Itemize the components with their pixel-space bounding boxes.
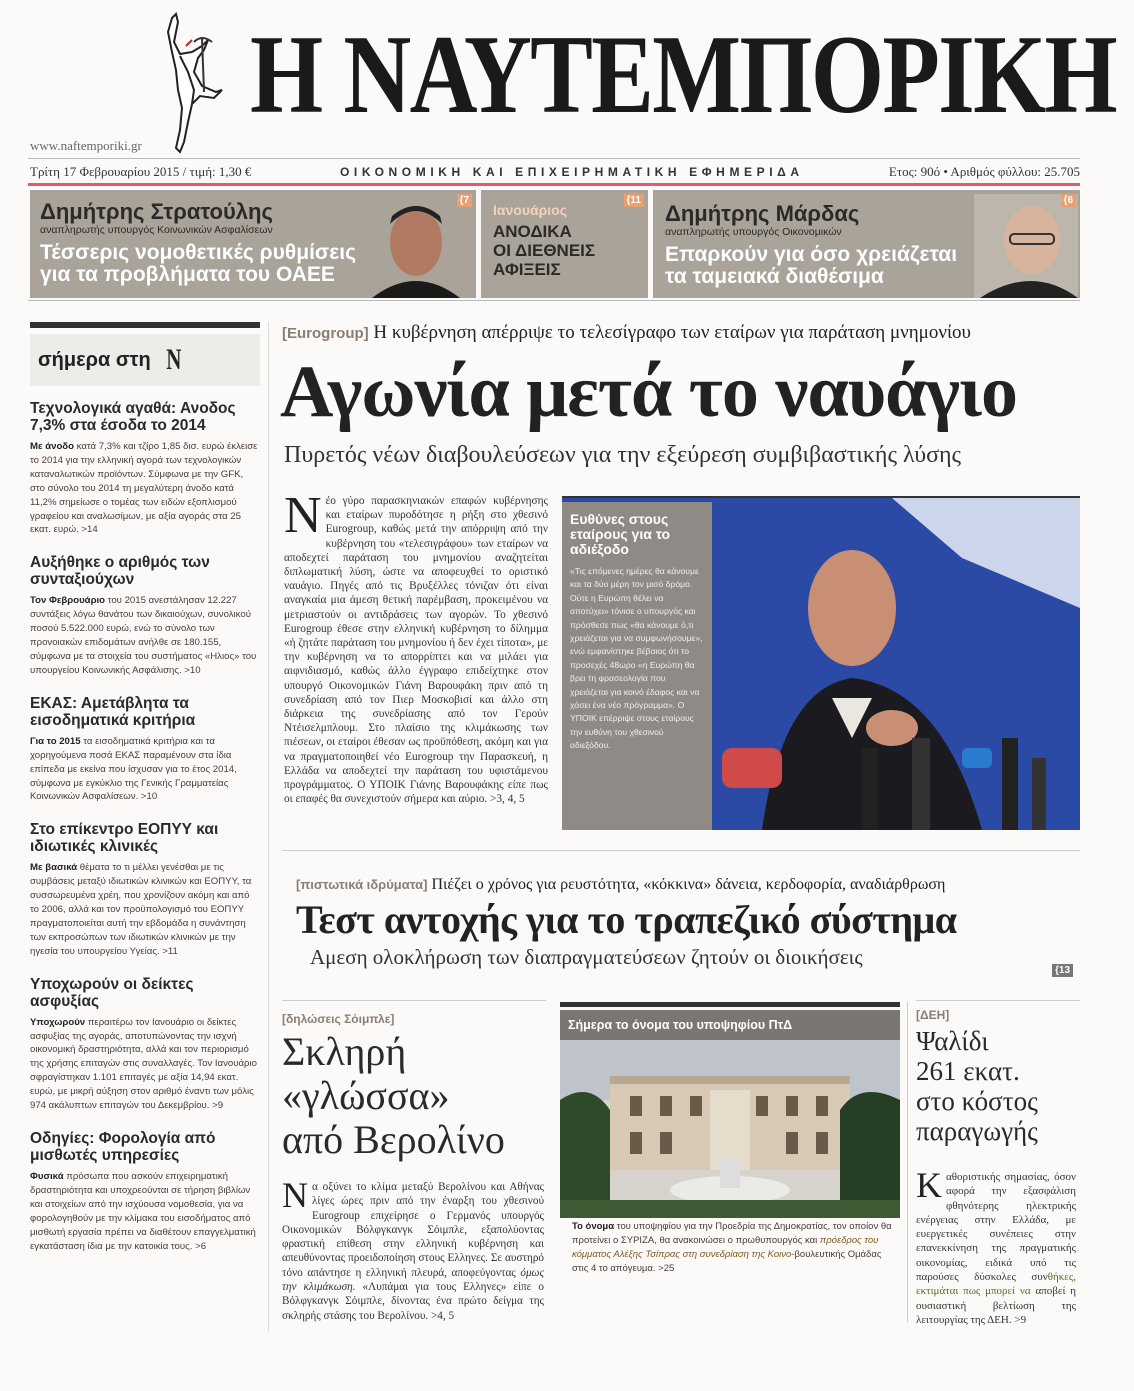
headline-line: 261 εκατ. <box>916 1056 1020 1086</box>
dei-body <box>916 1165 1076 1327</box>
page-reference[interactable]: {6 <box>1061 194 1076 207</box>
column-divider <box>907 1002 908 1322</box>
teaser-headline-line: ΟΙ ΔΙΕΘΝΕΙΣ <box>493 241 596 260</box>
dateline: Τρίτη 17 Φεβρουαρίου 2015 / τιμή: 1,30 € <box>30 164 252 179</box>
brief-item[interactable] <box>30 554 260 677</box>
headline-line: από Βερολίνο <box>282 1117 505 1162</box>
teaser-kicker: Ιανουάριος <box>493 202 567 218</box>
teaser-name: Δημήτρης Στρατούλης <box>40 199 273 224</box>
brief-text: θέματα το τι μέλλει γενέσθαι με τις συμβάσεις μεταξύ ιδιωτικών κλινικών και ΕΟΠΥΥ, τα συσσωρευμένα χρέη, που χρονίζουν ακόμη και από το 2006, αλλά και τον προϋπολογισμό του ΕΟΠΥΥ πραγματοποιείται αυτή την εβδομάδα η συνάντηση των εκπροσώπων των ιδιωτικών κλινικών με την ηγεσία του υπουργείου Υγείας. >11 <box>30 862 252 957</box>
lead-overline: Η κυβέρνηση απέρριψε το τελεσίγραφο των εταίρων για παράταση μνημονίου <box>368 322 971 343</box>
lead-body-text: έο γύρο παρασκηνιακών επαφών κυβέρνησης και εταίρων πυροδότησε η ρήξη στο χθεσινό Eurogroup, καθώς μετά την απόρριψη από την κυβέρνηση του «τελεσιγράφου» των εταίρων να αποδεχτεί παράταση του μνημονίου αναζητείται διπλωματική λύση, ώστε να αποφευχθεί το οριστικό ναυάγιο. Πηγές από τις Βρυξέλλες τόνιζαν ότι είναι αναγκαία μια άμεση θετική παρέμβαση, προκειμένου να μετριαστούν οι αντιδράσεις των αγορών. Το χθεσινό Eurogroup έθεσε στην ελληνική κυβέρνηση το δίλημμα «ή ζητάτε παράταση του μνημονίου ή δεν έχει τίποτα», με την κυβέρνηση να το απορρίπτει και να μιλάει για αιφνιδιασμό, καθώς άλλο έγγραφο επιδείχτηκε στον υπουργό Οικονομικών Γιάνη Βαρουφάκη πριν από τη συνεδρίαση από τον Πιερ Μοσκοβισί και άλλο στη διάρκεια της συνεδρίασης από τον Γερούν Ντέισελμπλουμ. Στο πλαίσιο της κλιμάκωσης των πιέσεων, οι εταίροι έθεσαν ως προϋπόθεση, ακόμη και για να πραγματοποιηθεί νέο Eurogroup την Παρασκευή, η Ελλάδα να αποδεχτεί την παράταση του υφιστάμενου προγράμματος. Ο ΥΠΟΙΚ Γιάνης Βαρουφάκης είπε πως οι επαφές θα συνεχιστούν σήμερα και αύριο. >3, 4, 5 <box>284 495 548 806</box>
page-reference[interactable]: {7 <box>457 194 472 207</box>
presidential-mansion-photo <box>560 1040 900 1218</box>
today-logo-letter: Ν <box>165 343 182 376</box>
divider <box>28 158 1080 159</box>
divider <box>282 850 1080 851</box>
sidebar-title: Ευθύνες στους εταίρους για το αδιέξοδο <box>570 511 671 557</box>
brief-title: Τεχνολογικά αγαθά: Ανοδος 7,3% στα έσοδα το 2014 <box>30 400 236 434</box>
brief-body <box>30 861 260 958</box>
schaeuble-kicker[interactable]: [δηλώσεις Σόιμπλε] <box>282 1012 395 1026</box>
teaser-mardas[interactable] <box>653 190 1080 298</box>
caption-lead: Το όνομα <box>572 1221 615 1232</box>
headline-line: Σκληρή <box>282 1029 407 1074</box>
schaeuble-body <box>282 1175 544 1323</box>
brief-text: περαιτέρω τον Ιανουάριο οι δείκτες ασφυξίας της αγοράς, αποτυπώνοντας την ισχνή οικονομική δραστηριότητα, αλλά και τον περιορισμό της χρήσης επιταγών στις συναλλαγές. Τον Ιανουάριο σφραγίστηκαν 1.101 επιταγές με αξία 14,94 εκατ. ευρώ, με μικρή αύξηση στον αριθμό έναντι των μόλις 974 ακάλυπτων επιταγών του Δεκεμβρίου. >9 <box>30 1016 257 1112</box>
masthead-title: Η ΝΑΥΤΕΜΠΟΡΙΚΗ <box>250 13 1117 137</box>
issue-number: Ετος: 90ό • Αριθμός φύλλου: 25.705 <box>888 164 1080 179</box>
schaeuble-headline[interactable] <box>282 1030 505 1162</box>
section-bar <box>560 1002 900 1007</box>
brief-lead: Φυσικά <box>30 1171 64 1182</box>
dei-headline[interactable] <box>916 1026 1038 1146</box>
section-bar <box>30 322 260 328</box>
brief-lead: Για το 2015 <box>30 735 81 747</box>
body-highlight: θήκες, εκτιμάται πως μπορεί να <box>916 1271 1076 1298</box>
teaser-headline-line: για τα προβλήματα του ΟΑΕΕ <box>40 263 335 286</box>
lead-photo <box>562 498 1080 830</box>
page-reference[interactable]: {11 <box>624 194 644 207</box>
caption-text: του υποψηφίου για την Προεδρία της Δημοκρατίας, τον οποίον θα προτείνει ο ΣΥΡΙΖΑ, θα ανακοινώσει ο πρωθυπουργός και <box>572 1221 892 1246</box>
lead-headline[interactable]: Αγωνία μετά το ναυάγιο <box>280 351 1018 433</box>
teaser-headline-line: Επαρκούν για όσο χρειάζεται <box>665 243 958 266</box>
brief-body <box>30 1016 260 1113</box>
divider <box>28 300 1080 301</box>
sidebar-body: «Τις επόμενες ημέρες θα κάνουμε και τα δύο μέρη τον μισό δρόμο. Ούτε η Ευρώπη θέλει να αποτύχει» τόνισε ο υπουργός και πρόσθεσε πως «θα κάνουμε ό,τι χρειάζεται για να συμφωνήσουμε», ενώ εμφανίστηκε βέβαιος ότι το προσεχές 48ωρο «η Ευρώπη θα βρει τη φρασεολογία που χρειάζεται για κοινό έδαφος και να χάσει ένα νέο πρόγραμμα». Ο ΥΠΟΙΚ επέρριψε στους εταίρους την ευθύνη του χθεσινού αδιεξόδου. <box>570 566 703 751</box>
brief-text: κατά 7,3% και τζίρο 1,85 δισ. ευρώ έκλεισε το 2014 για την ελληνική αγορά των τεχνολογικών καταναλωτικών προϊόντων. Σύμφωνα με την GFK, στο σύνολο του 2014 τη μεγαλύτερη άνοδο κατά 11,2% σημείωσε ο τομέας των ειδών εξοπλισμού γραφείου και αναλωσίμων, με αξία αγοράς στα 25 εκατ. ευρώ. >14 <box>30 441 258 536</box>
teaser-role: αναπληρωτής υπουργός Οικονομικών <box>665 226 842 238</box>
tagline: ΟΙΚΟΝΟΜΙΚΗ ΚΑΙ ΕΠΙΧΕΙΡΗΜΑΤΙΚΗ ΕΦΗΜΕΡΙΔΑ <box>340 165 804 179</box>
body-text: αποβεί η ουσιαστική βελτίωση της λειτουργίας της ΔΕΗ. >9 <box>916 1285 1076 1326</box>
dropcap: Κ <box>916 1165 942 1205</box>
brief-item[interactable] <box>30 695 260 805</box>
president-caption <box>572 1220 892 1276</box>
brief-item[interactable] <box>30 976 260 1113</box>
body-text: αθοριστικής σημασίας, όσον αφορά την εξασφάλιση φθηνότερης ηλεκτρικής ενέργειας στην Ελλάδα, με ευεργετικές συνέπειες στην επανεκκίνηση της πραγματικής οικονομίας, ειδικά υπό τις παρούσες δύσκολες συν <box>916 1171 1076 1284</box>
headline-line: «γλώσσα» <box>282 1073 450 1118</box>
brief-title: Στο επίκεντρο ΕΟΠΥΥ και ιδιωτικές κλινικές <box>30 821 219 856</box>
president-header[interactable]: Σήμερα το όνομα του υποψηφίου ΠτΔ <box>560 1010 900 1040</box>
teaser-name: Δημήτρης Μάρδας <box>665 201 860 226</box>
caption-italic: πρόεδρος του κόμματος Αλέξης Τσίπρας στη συνεδρίαση της Κοινο- <box>572 1235 879 1260</box>
teaser-role: αναπληρωτής υπουργός Κοινωνικών Ασφαλίσεων <box>40 224 273 236</box>
brief-title: Οδηγίες: Φορολογία από μισθωτές υπηρεσίες <box>30 1130 216 1164</box>
teaser-arrivals[interactable] <box>481 190 648 298</box>
banks-subtitle: Αμεση ολοκλήρωση των διαπραγματεύσεων ζητούν οι διοικήσεις <box>310 945 863 969</box>
headline-line: Ψαλίδι <box>916 1026 989 1056</box>
brief-title: Υποχωρούν οι δείκτες ασφυξίας <box>30 975 194 1010</box>
quote-sidebar <box>562 502 712 830</box>
headline-line: παραγωγής <box>916 1116 1038 1146</box>
column-divider <box>268 322 269 1332</box>
brief-body <box>30 594 260 677</box>
brief-body <box>30 440 260 537</box>
hermes-figure-icon <box>158 12 228 154</box>
teaser-headline <box>493 222 595 279</box>
body-italic: όμως την κλιμάκωση. <box>282 1266 544 1294</box>
brief-title: Αυξήθηκε ο αριθμός των συνταξιούχων <box>30 554 210 589</box>
brief-lead: Υποχωρούν <box>30 1016 86 1028</box>
banks-kicker-line <box>296 876 945 894</box>
teaser-headline-line: τα ταμειακά διαθέσιμα <box>665 265 884 288</box>
brief-title: ΕΚΑΣ: Αμετάβλητα τα εισοδηματικά κριτήρια <box>30 694 196 729</box>
portrait-photo <box>362 194 466 298</box>
brief-item[interactable] <box>30 821 260 958</box>
teaser-headline-line: Τέσσερις νομοθετικές ρυθμίσεις <box>40 241 357 264</box>
portrait-photo <box>974 194 1078 298</box>
teaser-headline <box>40 242 356 286</box>
caption-text: βουλευτικής Ομάδας στις 4 το απόγευμα. >25 <box>572 1249 882 1274</box>
divider <box>282 1000 546 1001</box>
brief-lead: Τον Φεβρουάριο <box>30 595 106 607</box>
banks-headline[interactable]: Τεστ αντοχής για το τραπεζικό σύστημα <box>296 897 957 942</box>
brief-body <box>30 1170 260 1253</box>
today-column <box>30 322 260 1270</box>
brief-text: τα εισοδηματικά κριτήρια και τα χορηγούμενα ποσά ΕΚΑΣ παραμένουν στα ίδια επίπεδα με εκείνα που ίσχυσαν για το έτος 2014, σύμφωνα με εγκύκλιο της Γενικής Γραμματείας Κοινωνικών Ασφαλίσεων. >10 <box>30 735 237 803</box>
today-header <box>30 334 260 386</box>
dei-kicker[interactable]: [ΔΕΗ] <box>916 1008 950 1022</box>
brief-item[interactable] <box>30 1130 260 1253</box>
lead-kicker[interactable]: [Eurogroup] <box>282 325 369 342</box>
lead-body <box>284 487 548 806</box>
dropcap: Ν <box>284 487 322 544</box>
banks-overline: Πιέζει ο χρόνος για ρευστότητα, «κόκκινα» δάνεια, κερδοφορία, αναδιάρθρωση <box>427 876 946 893</box>
body-text: «Λυπάμαι για τους Ελληνες» είπε ο Βόλφγκανγκ Σόιμπλε, δίνοντας ένα πρώτο δείγμα της σκληρής στάσης του Βερολίνου. >4, 5 <box>282 1281 544 1322</box>
lead-kicker-line <box>282 322 971 344</box>
teaser-stratoulis[interactable] <box>30 190 476 298</box>
teaser-headline-line: ΑΝΟΔΙΚΑ <box>493 222 572 241</box>
teaser-headline <box>665 244 957 288</box>
brief-text: του 2015 ανεστάλησαν 12.227 συντάξεις λόγω θανάτου των δικαιούχων, συνολικού ποσού 5.522.000 ευρώ, ενώ το σύνολο των προνοιακών επιδομάτων ανήλθε σε 180.155, σύμφωνα με τα στοιχεία του συστήματος «Ηλιος» του υπουργείου Κοινωνικής Ασφάλισης. >10 <box>30 595 257 676</box>
lead-subtitle: Πυρετός νέων διαβουλεύσεων για την εξεύρεση συμβιβαστικής λύσης <box>284 442 962 468</box>
divider <box>916 1000 1080 1001</box>
headline-line: στο κόστος <box>916 1086 1038 1116</box>
brief-body <box>30 735 260 805</box>
site-url[interactable]: www.naftemporiki.gr <box>30 138 142 153</box>
body-text: α οξύνει το κλίμα μεταξύ Βερολίνου και Αθήνας λίγες ώρες πριν από την έναρξη του χθεσινού Eurogroup επιχείρησε ο Γερμανός υπουργός Οικονομικών Βόλφγκανγκ Σόιμπλε, εξαπολύοντας φραστική επίθεση στην ελληνική κυβέρνηση και απευθύνοντας προειδοποίηση στους Ελληνες. Σε αυστηρό τόνο απάντησε η ελληνική πλευρά, αποφεύγοντας <box>282 1181 544 1279</box>
brief-lead: Με βασικά <box>30 862 78 874</box>
teaser-headline-line: ΑΦΙΞΕΙΣ <box>493 260 561 279</box>
brief-lead: Με άνοδο <box>30 441 74 452</box>
today-label: σήμερα στη <box>38 348 151 371</box>
page-reference[interactable]: {13 <box>1052 964 1073 977</box>
brief-text: πρόσωπα που ασκούν επιχειρηματική δραστηριότητα και υποχρεούνται σε τήρηση βιβλίων και στοιχείων από την ισχύουσα νομοθεσία, για να φορολογηθούν με την κλίμακα του εισοδήματος από μισθωτή εργασία πρέπει να διαθέτουν επαγγελματική εγκατάσταση ίδια με την κατοικία τους. >6 <box>30 1171 256 1252</box>
banks-kicker[interactable]: [πιστωτικά ιδρύματα] <box>296 877 428 892</box>
dropcap: Ν <box>282 1175 308 1215</box>
brief-item[interactable] <box>30 400 260 537</box>
accent-divider <box>28 183 1080 186</box>
